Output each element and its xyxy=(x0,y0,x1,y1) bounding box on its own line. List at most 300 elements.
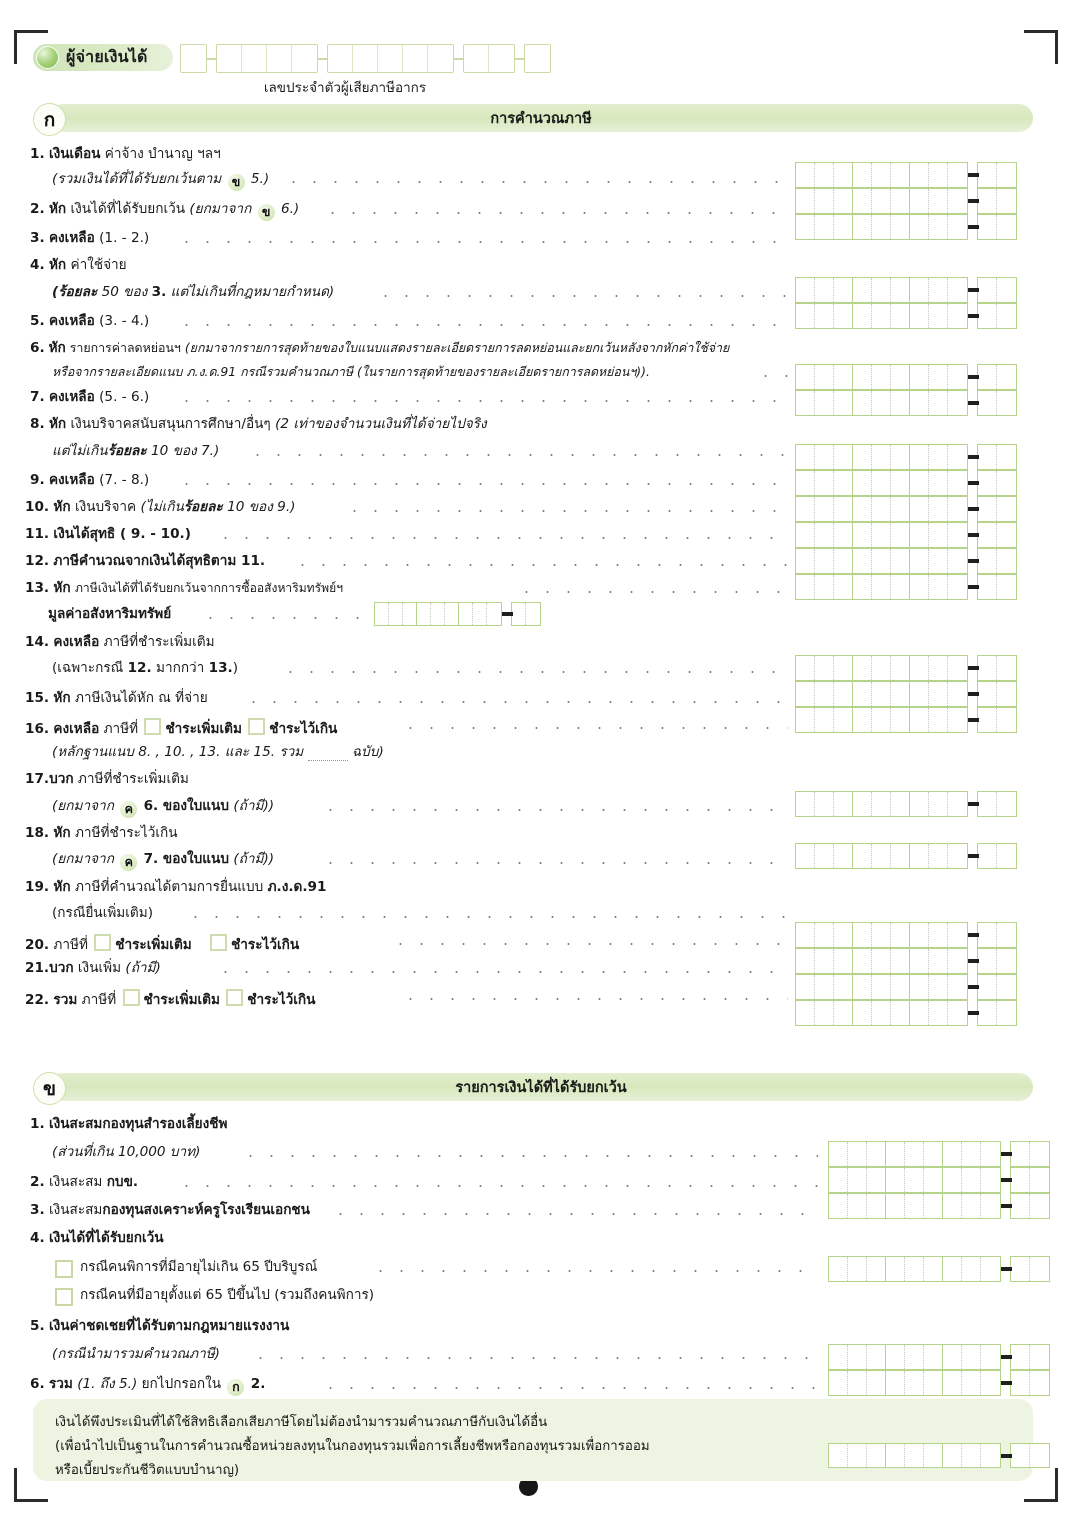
digit-cell[interactable] xyxy=(1030,1257,1049,1281)
digit-cell[interactable] xyxy=(1011,1444,1030,1467)
digit-cell[interactable] xyxy=(872,163,891,187)
digit-cell[interactable] xyxy=(924,1371,943,1395)
digit-cell[interactable] xyxy=(834,792,853,816)
amount-line-13[interactable] xyxy=(795,574,1017,600)
checkbox-line20-overpaid[interactable] xyxy=(210,934,227,951)
digit-cell[interactable] xyxy=(834,682,853,706)
digit-cell[interactable] xyxy=(815,975,834,999)
digit-cell[interactable] xyxy=(891,949,910,973)
digit-cell[interactable] xyxy=(872,391,891,415)
amount-line-16[interactable] xyxy=(795,707,1017,733)
digit-cell[interactable] xyxy=(978,844,997,868)
amount-satang-field[interactable] xyxy=(1010,1167,1050,1193)
digit-cell[interactable] xyxy=(910,304,929,328)
amount-satang-field[interactable] xyxy=(977,681,1017,707)
digit-cell[interactable] xyxy=(891,189,910,213)
digit-cell[interactable] xyxy=(815,923,834,947)
digit-cell[interactable] xyxy=(948,365,967,389)
digit-cell[interactable] xyxy=(978,523,997,547)
digit-cell[interactable] xyxy=(924,1194,943,1218)
digit-cell[interactable] xyxy=(929,391,948,415)
digit-cell[interactable] xyxy=(910,708,929,732)
digit-cell[interactable] xyxy=(834,844,853,868)
digit-cell[interactable] xyxy=(924,1345,943,1369)
amount-satang-field[interactable] xyxy=(977,390,1017,416)
digit-cell[interactable] xyxy=(796,365,815,389)
taxid-cell[interactable] xyxy=(525,45,550,72)
amount-satang-field[interactable] xyxy=(977,922,1017,948)
digit-cell[interactable] xyxy=(943,1168,962,1192)
digit-cell[interactable] xyxy=(929,682,948,706)
digit-cell[interactable] xyxy=(815,844,834,868)
digit-cell[interactable] xyxy=(853,215,872,239)
digit-cell[interactable] xyxy=(948,278,967,302)
digit-cell[interactable] xyxy=(872,497,891,521)
digit-cell[interactable] xyxy=(929,923,948,947)
amount-baht-field[interactable] xyxy=(795,707,968,733)
digit-cell[interactable] xyxy=(978,792,997,816)
digit-cell[interactable] xyxy=(910,844,929,868)
digit-cell[interactable] xyxy=(981,1345,1000,1369)
digit-cell[interactable] xyxy=(997,523,1016,547)
amount-line-5[interactable] xyxy=(795,303,1017,329)
digit-cell[interactable] xyxy=(872,708,891,732)
digit-cell[interactable] xyxy=(910,365,929,389)
amount-line-20[interactable] xyxy=(795,948,1017,974)
amount-satang-field[interactable] xyxy=(1010,1193,1050,1219)
digit-cell[interactable] xyxy=(853,163,872,187)
amount-baht-field[interactable] xyxy=(795,791,968,817)
amount-baht-field[interactable] xyxy=(828,1141,1001,1167)
digit-cell[interactable] xyxy=(981,1194,1000,1218)
digit-cell[interactable] xyxy=(891,445,910,469)
digit-cell[interactable] xyxy=(848,1345,867,1369)
digit-cell[interactable] xyxy=(910,278,929,302)
digit-cell[interactable] xyxy=(1011,1168,1030,1192)
digit-cell[interactable] xyxy=(815,304,834,328)
amount-satang-field[interactable] xyxy=(977,277,1017,303)
amount-baht-field[interactable] xyxy=(795,974,968,1000)
digit-cell[interactable] xyxy=(962,1345,981,1369)
amount-line-14[interactable] xyxy=(795,655,1017,681)
amount-line-4[interactable] xyxy=(795,277,1017,303)
digit-cell[interactable] xyxy=(891,575,910,599)
digit-cell[interactable] xyxy=(848,1194,867,1218)
digit-cell[interactable] xyxy=(1030,1142,1049,1166)
digit-cell[interactable] xyxy=(929,549,948,573)
digit-cell[interactable] xyxy=(924,1168,943,1192)
digit-cell[interactable] xyxy=(853,1001,872,1025)
digit-cell[interactable] xyxy=(848,1257,867,1281)
digit-cell[interactable] xyxy=(867,1371,886,1395)
digit-cell[interactable] xyxy=(459,603,473,625)
amount-b-line-4[interactable] xyxy=(828,1256,1050,1282)
digit-cell[interactable] xyxy=(910,471,929,495)
digit-cell[interactable] xyxy=(905,1142,924,1166)
digit-cell[interactable] xyxy=(886,1257,905,1281)
amount-satang-field[interactable] xyxy=(977,655,1017,681)
digit-cell[interactable] xyxy=(910,189,929,213)
taxid-cell[interactable] xyxy=(464,45,489,72)
digit-cell[interactable] xyxy=(997,471,1016,495)
digit-cell[interactable] xyxy=(796,923,815,947)
digit-cell[interactable] xyxy=(526,603,540,625)
digit-cell[interactable] xyxy=(834,523,853,547)
digit-cell[interactable] xyxy=(891,278,910,302)
digit-cell[interactable] xyxy=(997,682,1016,706)
digit-cell[interactable] xyxy=(815,792,834,816)
digit-cell[interactable] xyxy=(853,445,872,469)
digit-cell[interactable] xyxy=(886,1371,905,1395)
digit-cell[interactable] xyxy=(848,1168,867,1192)
digit-cell[interactable] xyxy=(796,1001,815,1025)
digit-cell[interactable] xyxy=(978,549,997,573)
digit-cell[interactable] xyxy=(853,575,872,599)
amount-b-line-6[interactable] xyxy=(828,1370,1050,1396)
amount-baht-field[interactable] xyxy=(828,1344,1001,1370)
digit-cell[interactable] xyxy=(929,708,948,732)
digit-cell[interactable] xyxy=(910,163,929,187)
digit-cell[interactable] xyxy=(891,471,910,495)
digit-cell[interactable] xyxy=(929,445,948,469)
digit-cell[interactable] xyxy=(796,471,815,495)
digit-cell[interactable] xyxy=(796,189,815,213)
digit-cell[interactable] xyxy=(853,471,872,495)
digit-cell[interactable] xyxy=(978,497,997,521)
digit-cell[interactable] xyxy=(929,575,948,599)
amount-satang-field[interactable] xyxy=(1010,1256,1050,1282)
digit-cell[interactable] xyxy=(834,497,853,521)
digit-cell[interactable] xyxy=(978,975,997,999)
taxid-group-2[interactable] xyxy=(216,44,318,73)
digit-cell[interactable] xyxy=(1030,1371,1049,1395)
taxid-cell[interactable] xyxy=(267,45,292,72)
digit-cell[interactable] xyxy=(796,163,815,187)
digit-cell[interactable] xyxy=(905,1444,924,1467)
digit-cell[interactable] xyxy=(891,523,910,547)
digit-cell[interactable] xyxy=(853,923,872,947)
digit-cell[interactable] xyxy=(834,391,853,415)
digit-cell[interactable] xyxy=(853,949,872,973)
digit-cell[interactable] xyxy=(910,575,929,599)
digit-cell[interactable] xyxy=(943,1194,962,1218)
amount-line-2[interactable] xyxy=(795,188,1017,214)
amount-baht-field[interactable] xyxy=(795,574,968,600)
digit-cell[interactable] xyxy=(872,549,891,573)
digit-cell[interactable] xyxy=(872,365,891,389)
taxid-cell[interactable] xyxy=(181,45,206,72)
amount-baht-field[interactable] xyxy=(795,390,968,416)
amount-baht-field[interactable] xyxy=(795,364,968,390)
digit-cell[interactable] xyxy=(910,445,929,469)
taxid-cell[interactable] xyxy=(353,45,378,72)
amount-line-10[interactable] xyxy=(795,496,1017,522)
digit-cell[interactable] xyxy=(891,844,910,868)
amount-line-22[interactable] xyxy=(795,1000,1017,1026)
digit-cell[interactable] xyxy=(891,792,910,816)
digit-cell[interactable] xyxy=(981,1168,1000,1192)
digit-cell[interactable] xyxy=(796,708,815,732)
digit-cell[interactable] xyxy=(910,215,929,239)
digit-cell[interactable] xyxy=(997,304,1016,328)
amount-baht-field[interactable] xyxy=(828,1370,1001,1396)
amount-line-18[interactable] xyxy=(795,843,1017,869)
digit-cell[interactable] xyxy=(997,844,1016,868)
amount-line-8[interactable] xyxy=(795,444,1017,470)
digit-cell[interactable] xyxy=(997,391,1016,415)
digit-cell[interactable] xyxy=(962,1371,981,1395)
digit-cell[interactable] xyxy=(815,445,834,469)
amount-satang-field[interactable] xyxy=(977,974,1017,1000)
digit-cell[interactable] xyxy=(796,656,815,680)
digit-cell[interactable] xyxy=(1011,1257,1030,1281)
digit-cell[interactable] xyxy=(853,497,872,521)
digit-cell[interactable] xyxy=(473,603,487,625)
digit-cell[interactable] xyxy=(872,189,891,213)
digit-cell[interactable] xyxy=(829,1142,848,1166)
digit-cell[interactable] xyxy=(962,1142,981,1166)
digit-cell[interactable] xyxy=(829,1444,848,1467)
taxid-cell[interactable] xyxy=(292,45,317,72)
taxid-cell[interactable] xyxy=(428,45,453,72)
digit-cell[interactable] xyxy=(978,575,997,599)
amount-baht-field[interactable] xyxy=(795,188,968,214)
digit-cell[interactable] xyxy=(943,1371,962,1395)
digit-cell[interactable] xyxy=(834,445,853,469)
digit-cell[interactable] xyxy=(834,708,853,732)
digit-cell[interactable] xyxy=(981,1257,1000,1281)
digit-cell[interactable] xyxy=(815,1001,834,1025)
digit-cell[interactable] xyxy=(796,792,815,816)
checkbox-b4-disabled-under65[interactable] xyxy=(55,1260,73,1278)
digit-cell[interactable] xyxy=(910,497,929,521)
digit-cell[interactable] xyxy=(929,163,948,187)
digit-cell[interactable] xyxy=(929,792,948,816)
digit-cell[interactable] xyxy=(829,1345,848,1369)
digit-cell[interactable] xyxy=(853,975,872,999)
digit-cell[interactable] xyxy=(910,391,929,415)
digit-cell[interactable] xyxy=(905,1194,924,1218)
checkbox-line22-overpaid[interactable] xyxy=(226,989,243,1006)
digit-cell[interactable] xyxy=(997,549,1016,573)
digit-cell[interactable] xyxy=(834,975,853,999)
digit-cell[interactable] xyxy=(853,391,872,415)
digit-cell[interactable] xyxy=(872,1001,891,1025)
digit-cell[interactable] xyxy=(872,523,891,547)
checkbox-line16-pay-more[interactable] xyxy=(144,718,161,735)
digit-cell[interactable] xyxy=(997,792,1016,816)
digit-cell[interactable] xyxy=(948,1001,967,1025)
digit-cell[interactable] xyxy=(815,708,834,732)
digit-cell[interactable] xyxy=(886,1194,905,1218)
amount-footer-note[interactable] xyxy=(828,1443,1050,1468)
digit-cell[interactable] xyxy=(978,189,997,213)
digit-cell[interactable] xyxy=(815,278,834,302)
digit-cell[interactable] xyxy=(997,497,1016,521)
amount-line-15[interactable] xyxy=(795,681,1017,707)
digit-cell[interactable] xyxy=(948,523,967,547)
digit-cell[interactable] xyxy=(834,656,853,680)
digit-cell[interactable] xyxy=(1030,1345,1049,1369)
digit-cell[interactable] xyxy=(867,1142,886,1166)
amount-satang-field[interactable] xyxy=(1010,1443,1050,1468)
digit-cell[interactable] xyxy=(997,445,1016,469)
digit-cell[interactable] xyxy=(910,949,929,973)
digit-cell[interactable] xyxy=(853,708,872,732)
digit-cell[interactable] xyxy=(891,163,910,187)
checkbox-line16-overpaid[interactable] xyxy=(248,718,265,735)
digit-cell[interactable] xyxy=(978,445,997,469)
digit-cell[interactable] xyxy=(978,304,997,328)
taxid-cell[interactable] xyxy=(489,45,514,72)
digit-cell[interactable] xyxy=(910,923,929,947)
digit-cell[interactable] xyxy=(834,278,853,302)
digit-cell[interactable] xyxy=(929,656,948,680)
amount-satang-field[interactable] xyxy=(977,364,1017,390)
digit-cell[interactable] xyxy=(796,949,815,973)
digit-cell[interactable] xyxy=(978,656,997,680)
digit-cell[interactable] xyxy=(834,163,853,187)
digit-cell[interactable] xyxy=(948,844,967,868)
taxpayer-id-input[interactable] xyxy=(180,44,551,73)
digit-cell[interactable] xyxy=(910,656,929,680)
digit-cell[interactable] xyxy=(891,1001,910,1025)
digit-cell[interactable] xyxy=(796,682,815,706)
digit-cell[interactable] xyxy=(815,682,834,706)
taxid-cell[interactable] xyxy=(217,45,242,72)
amount-baht-field[interactable] xyxy=(795,470,968,496)
digit-cell[interactable] xyxy=(924,1142,943,1166)
taxid-group-5[interactable] xyxy=(524,44,551,73)
digit-cell[interactable] xyxy=(853,656,872,680)
digit-cell[interactable] xyxy=(948,549,967,573)
digit-cell[interactable] xyxy=(829,1168,848,1192)
digit-cell[interactable] xyxy=(848,1444,867,1467)
digit-cell[interactable] xyxy=(948,975,967,999)
digit-cell[interactable] xyxy=(867,1168,886,1192)
taxid-cell[interactable] xyxy=(403,45,428,72)
digit-cell[interactable] xyxy=(962,1444,981,1467)
digit-cell[interactable] xyxy=(389,603,403,625)
digit-cell[interactable] xyxy=(815,391,834,415)
digit-cell[interactable] xyxy=(872,923,891,947)
digit-cell[interactable] xyxy=(834,575,853,599)
digit-cell[interactable] xyxy=(905,1345,924,1369)
digit-cell[interactable] xyxy=(978,391,997,415)
amount-baht-field[interactable] xyxy=(795,444,968,470)
digit-cell[interactable] xyxy=(978,365,997,389)
digit-cell[interactable] xyxy=(929,278,948,302)
digit-cell[interactable] xyxy=(886,1142,905,1166)
digit-cell[interactable] xyxy=(872,949,891,973)
amount-baht-field[interactable] xyxy=(828,1167,1001,1193)
digit-cell[interactable] xyxy=(981,1142,1000,1166)
digit-cell[interactable] xyxy=(848,1371,867,1395)
digit-cell[interactable] xyxy=(978,682,997,706)
amount-satang-field[interactable] xyxy=(977,444,1017,470)
digit-cell[interactable] xyxy=(962,1168,981,1192)
digit-cell[interactable] xyxy=(943,1257,962,1281)
digit-cell[interactable] xyxy=(796,575,815,599)
digit-cell[interactable] xyxy=(962,1257,981,1281)
checkbox-line22-pay-more[interactable] xyxy=(123,989,140,1006)
digit-cell[interactable] xyxy=(905,1257,924,1281)
digit-cell[interactable] xyxy=(886,1345,905,1369)
digit-cell[interactable] xyxy=(815,497,834,521)
digit-cell[interactable] xyxy=(796,445,815,469)
digit-cell[interactable] xyxy=(872,975,891,999)
digit-cell[interactable] xyxy=(891,656,910,680)
digit-cell[interactable] xyxy=(853,523,872,547)
digit-cell[interactable] xyxy=(796,523,815,547)
digit-cell[interactable] xyxy=(924,1444,943,1467)
digit-cell[interactable] xyxy=(834,365,853,389)
digit-cell[interactable] xyxy=(997,656,1016,680)
digit-cell[interactable] xyxy=(997,575,1016,599)
digit-cell[interactable] xyxy=(872,656,891,680)
digit-cell[interactable] xyxy=(978,215,997,239)
digit-cell[interactable] xyxy=(948,391,967,415)
digit-cell[interactable] xyxy=(848,1142,867,1166)
digit-cell[interactable] xyxy=(943,1142,962,1166)
amount-satang-field[interactable] xyxy=(977,162,1017,188)
digit-cell[interactable] xyxy=(1030,1194,1049,1218)
amount-satang-field[interactable] xyxy=(977,948,1017,974)
amount-baht-field[interactable] xyxy=(795,522,968,548)
digit-cell[interactable] xyxy=(872,682,891,706)
digit-cell[interactable] xyxy=(948,656,967,680)
amount-b-line-2[interactable] xyxy=(828,1167,1050,1193)
amount-baht-field[interactable] xyxy=(795,496,968,522)
digit-cell[interactable] xyxy=(981,1444,1000,1467)
digit-cell[interactable] xyxy=(997,1001,1016,1025)
digit-cell[interactable] xyxy=(948,445,967,469)
digit-cell[interactable] xyxy=(891,497,910,521)
amount-line-19[interactable] xyxy=(795,922,1017,948)
digit-cell[interactable] xyxy=(948,215,967,239)
amount-baht-field[interactable] xyxy=(374,602,502,626)
digit-cell[interactable] xyxy=(948,189,967,213)
digit-cell[interactable] xyxy=(872,575,891,599)
amount-satang-field[interactable] xyxy=(977,548,1017,574)
taxid-cell[interactable] xyxy=(328,45,353,72)
digit-cell[interactable] xyxy=(978,708,997,732)
digit-cell[interactable] xyxy=(796,215,815,239)
digit-cell[interactable] xyxy=(891,708,910,732)
digit-cell[interactable] xyxy=(948,575,967,599)
digit-cell[interactable] xyxy=(891,304,910,328)
digit-cell[interactable] xyxy=(867,1257,886,1281)
digit-cell[interactable] xyxy=(1011,1345,1030,1369)
digit-cell[interactable] xyxy=(948,471,967,495)
digit-cell[interactable] xyxy=(997,975,1016,999)
amount-line-17[interactable] xyxy=(795,791,1017,817)
amount-satang-field[interactable] xyxy=(977,791,1017,817)
digit-cell[interactable] xyxy=(929,471,948,495)
amount-satang-field[interactable] xyxy=(511,602,541,626)
digit-cell[interactable] xyxy=(1011,1371,1030,1395)
digit-cell[interactable] xyxy=(872,792,891,816)
digit-cell[interactable] xyxy=(834,189,853,213)
taxid-group-4[interactable] xyxy=(463,44,515,73)
digit-cell[interactable] xyxy=(997,923,1016,947)
digit-cell[interactable] xyxy=(403,603,417,625)
amount-baht-field[interactable] xyxy=(795,948,968,974)
digit-cell[interactable] xyxy=(891,975,910,999)
digit-cell[interactable] xyxy=(853,365,872,389)
digit-cell[interactable] xyxy=(948,949,967,973)
digit-cell[interactable] xyxy=(815,163,834,187)
